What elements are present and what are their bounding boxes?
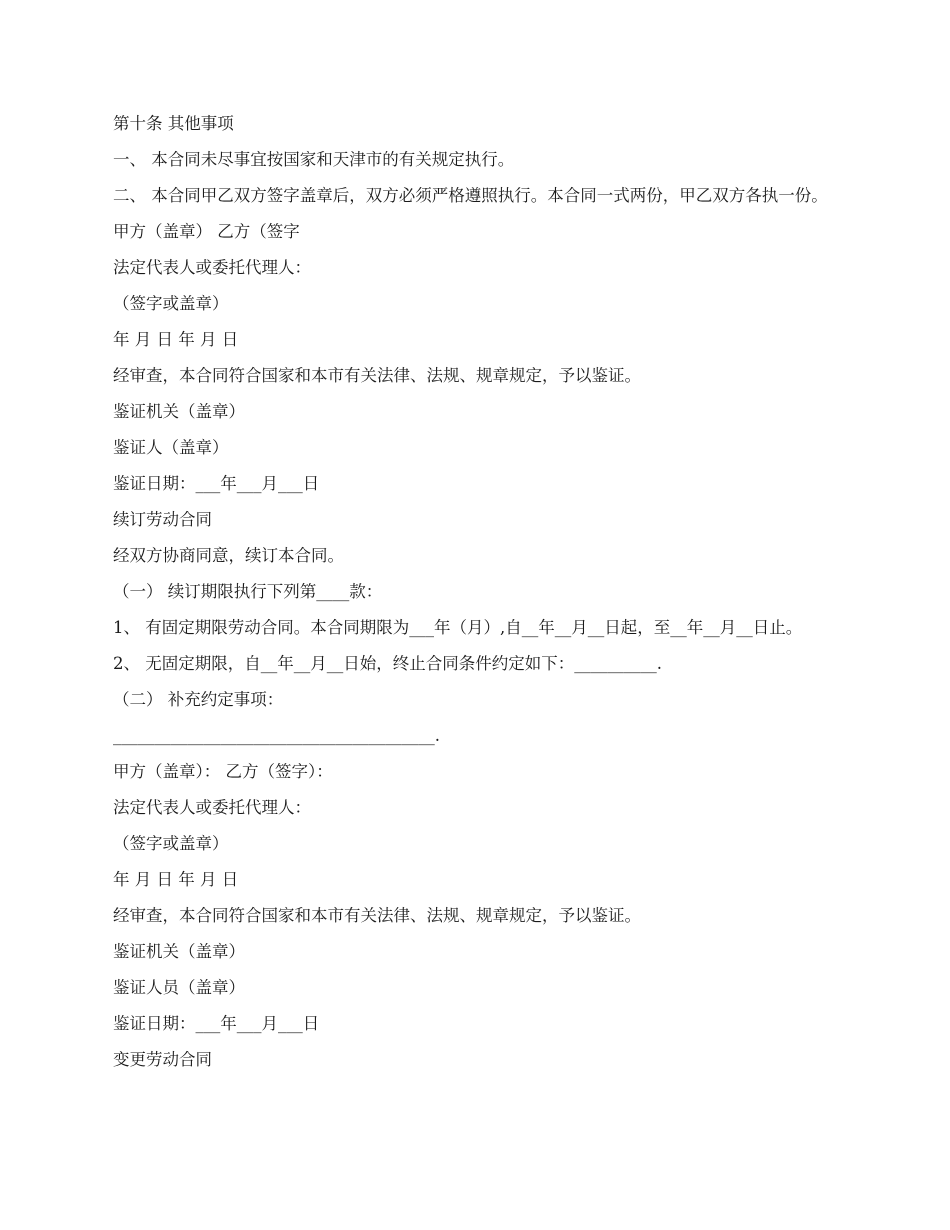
party-signature-line: 甲方（盖章） 乙方（签字 [113,222,300,241]
renewal-heading: 续订劳动合同 [113,510,212,529]
verification-date: 鉴证日期：___年___月___日 [113,474,320,493]
verifier-line: 鉴证人（盖章） [113,438,229,457]
supplementary-clause: （二） 补充约定事项： [113,690,284,709]
verification-statement-2: 经审查，本合同符合国家和本市有关法律、法规、规章规定，予以鉴证。 [113,906,641,925]
party-signature-line-2: 甲方（盖章）： 乙方（签字）： [113,762,333,781]
clause-two: 二、 本合同甲乙双方签字盖章后，双方必须严格遵照执行。本合同一式两份，甲乙双方各执一份。 [113,186,828,205]
sign-or-seal-line-2: （签字或盖章） [113,834,229,853]
renewal-term-clause: （一） 续订期限执行下列第____款： [113,582,383,601]
date-line-2: 年 月 日 年 月 日 [113,870,239,889]
open-term-item: 2、 无固定期限，自__年__月__日始，终止合同条件约定如下：__________. [113,654,662,673]
verification-authority: 鉴证机关（盖章） [113,402,245,421]
clause-one: 一、 本合同未尽事宜按国家和天津市的有关规定执行。 [113,150,515,169]
renewal-agreement: 经双方协商同意，续订本合同。 [113,546,344,565]
verification-statement: 经审查，本合同符合国家和本市有关法律、法规、规章规定，予以鉴证。 [113,366,641,385]
document-body [113,114,829,1086]
date-line: 年 月 日 年 月 日 [113,330,239,349]
fixed-term-item: 1、 有固定期限劳动合同。本合同期限为___年（月）,自__年__月__日起，至__年__月__日止。 [113,618,803,637]
verifier-staff-line: 鉴证人员（盖章） [113,978,245,997]
verification-date-2: 鉴证日期：___年___月___日 [113,1014,320,1033]
supplementary-blank-line: _______________________________________. [113,726,440,745]
sign-or-seal-line: （签字或盖章） [113,294,229,313]
amendment-heading: 变更劳动合同 [113,1050,212,1069]
representative-line: 法定代表人或委托代理人： [113,258,311,277]
verification-authority-2: 鉴证机关（盖章） [113,942,245,961]
representative-line-2: 法定代表人或委托代理人： [113,798,311,817]
section-heading: 第十条 其他事项 [113,114,234,133]
